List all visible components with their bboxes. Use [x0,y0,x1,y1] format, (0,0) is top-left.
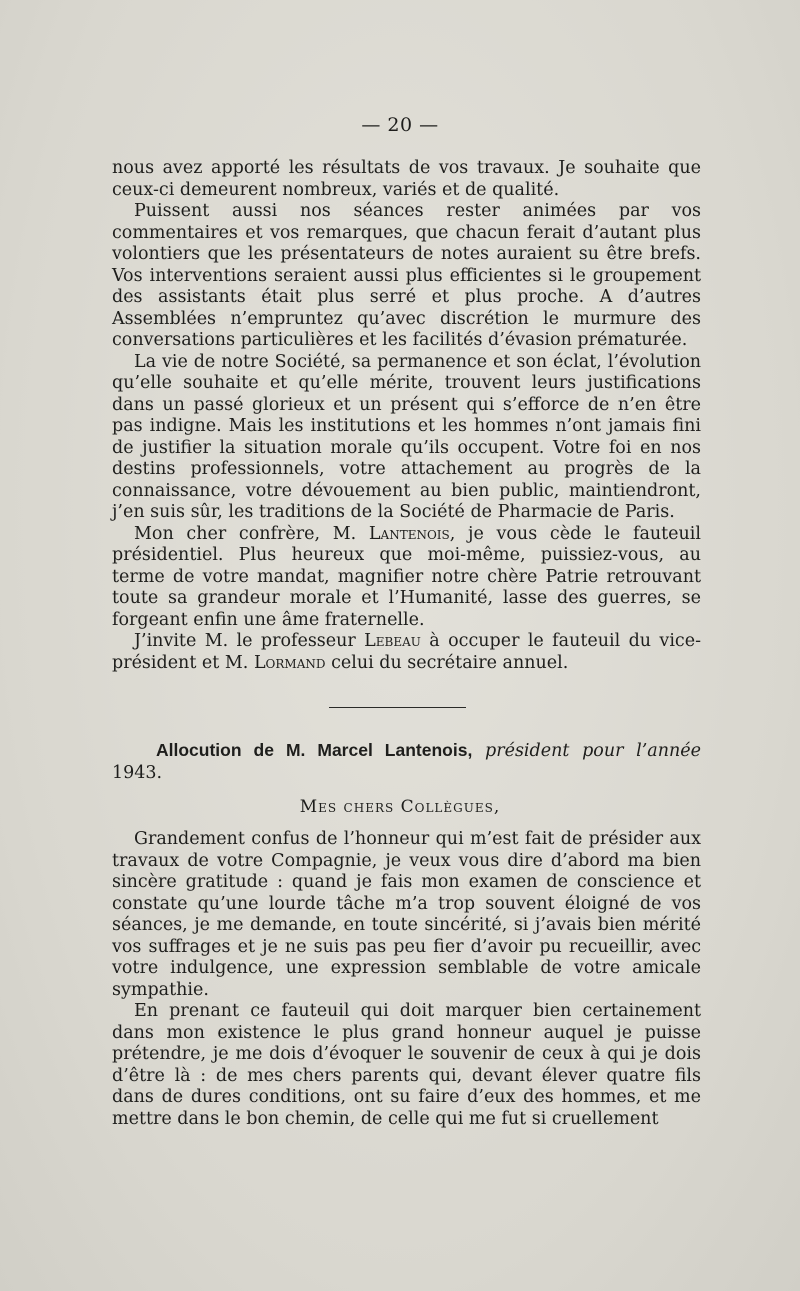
text-run: J’invite M. le professeur [134,631,365,651]
allocution-heading [112,740,701,784]
paragraph [112,631,701,674]
heading-bold: Allocution de M. Marcel Lantenois, [156,740,473,760]
text-run: Mon cher confrère, M. [134,523,369,544]
text-run: à occuper le fauteuil du vice-président et M. [112,631,701,673]
paragraph: Puissent aussi nos séances rester animées par vos commentaires et vos remarques, que chacun ferait d’autant plus volontiers que les présentateurs de notes auraient su être brefs. Vos interventions seraient aussi plus efficientes si le groupement des assistants était plus serré et plus proche. A d’autres Assemblées n’empruntez qu’avec discrétion le murmure des conversations particulières et les facilités d’évasion prématurée. [112,201,701,350]
salutation: Mes chers Collègues, [299,797,501,817]
person-name: Lebeau [364,631,421,651]
person-name: Lormand [253,652,326,673]
section-divider [329,707,466,708]
text-run: celui du secrétaire annuel. [325,652,569,673]
paragraph: La vie de notre Société, sa permanence et son éclat, l’évolution qu’elle souhaite et qu’elle mérite, trouvent leurs justifications dans un passé glorieux et un présent qui s’efforce de n’en être pas indigne. Mais les institutions et les hommes n’ont jamais fini de justifier la situation morale qu’ils occupent. Votre foi en nos destins professionnels, votre attachement au progrès de la connaissance, votre dévouement au bien public, maintiendront, j’en suis sûr, les traditions de la Société de Pharmacie de Paris. [112,351,701,522]
person-name: Lantenois [368,523,450,544]
allocution-body [112,829,701,1130]
heading-italic: président pour l’année [485,741,701,761]
paragraph: Grandement confus de l’honneur qui m’est fait de présider aux travaux de votre Compagnie, je veux vous dire d’abord ma bien sincère gratitude : quand je fais mon examen de conscience et constate qu’une lourde tâche m’a trop souvent éloigné de vos séances, je me demande, en toute sincérité, si j’avais bien mérité vos suffrages et je ne suis pas peu fier d’avoir pu recueillir, avec votre indulgence, une expression semblable de votre amicale sympathie. [112,829,701,1000]
paragraph: nous avez apporté les résultats de vos travaux. Je souhaite que ceux-ci demeurent nombreux, variés et de qualité. [112,158,701,200]
heading-year: 1943. [112,762,163,783]
paragraph [112,524,701,632]
text-run: , je vous cède le fauteuil présidentiel. Plus heureux que moi-même, puissiez-vous, au terme de votre mandat, magnifier notre chère Patrie retrouvant toute sa grandeur morale et l’Humanité, lasse des guerres, se forgeant enfin une âme fraternelle. [112,523,701,630]
closing-speech-body [112,158,701,674]
paragraph: En prenant ce fauteuil qui doit marquer bien certainement dans mon existence le plus grand honneur auquel je puisse prétendre, je me dois d’évoquer le souvenir de ceux à qui je dois d’être là : de mes chers parents qui, devant élever quatre fils dans de dures conditions, ont su faire d’eux des hommes, et me mettre dans le bon chemin, de celle qui me fut si cruellement [112,1001,701,1129]
page-number: — 20 — [361,114,439,136]
heading-line [112,740,701,784]
